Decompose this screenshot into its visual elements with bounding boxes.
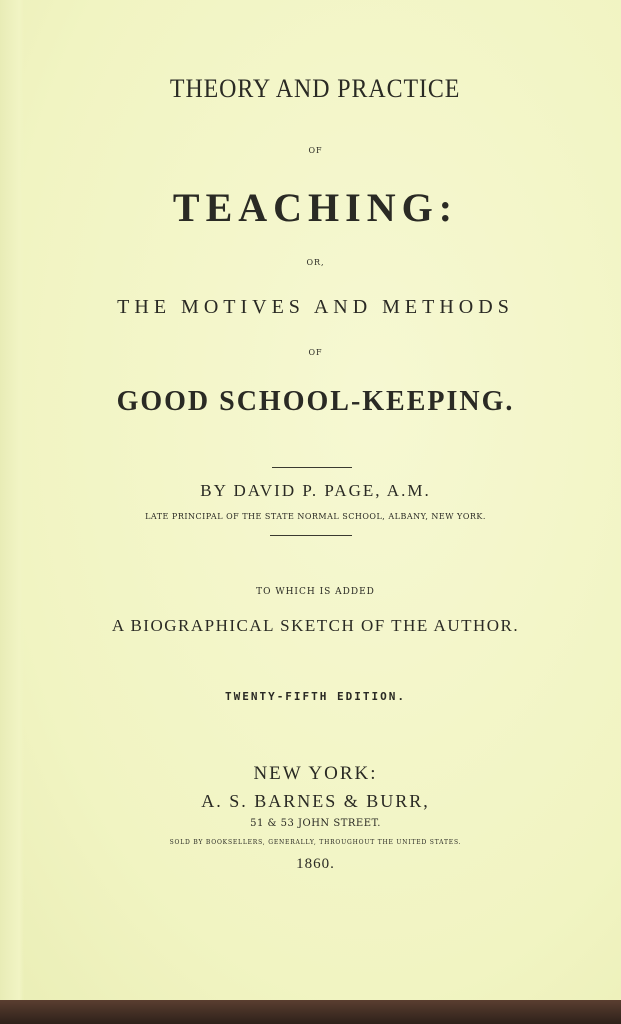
subtitle-line-2: GOOD SCHOOL-KEEPING.: [116, 386, 515, 417]
added-note: TO WHICH IS ADDED: [256, 587, 375, 597]
imprint-publisher: A. S. BARNES & BURR,: [201, 791, 430, 811]
divider-rule-top: [272, 467, 352, 468]
book-cover-edge: [0, 1000, 621, 1024]
imprint-city: NEW YORK:: [253, 763, 378, 784]
title-line-1: THEORY AND PRACTICE: [169, 74, 461, 103]
imprint-address: 51 & 53 JOHN STREET.: [250, 818, 381, 829]
imprint-year: 1860.: [296, 856, 335, 872]
divider-rule-bottom: [270, 535, 352, 536]
edition-line: TWENTY-FIFTH EDITION.: [224, 690, 407, 703]
connector-of-2: OF: [308, 348, 323, 357]
main-title: TEACHING:: [172, 185, 459, 230]
biographical-sketch-line: A BIOGRAPHICAL SKETCH OF THE AUTHOR.: [111, 616, 520, 635]
connector-of-1: OF: [308, 146, 323, 155]
subtitle-line-1: THE MOTIVES AND METHODS: [117, 296, 514, 318]
author-byline: BY DAVID P. PAGE, A.M.: [200, 481, 431, 500]
connector-or: OR,: [306, 258, 325, 267]
imprint-sold-by: SOLD BY BOOKSELLERS, GENERALLY, THROUGHOUT THE UNITED STATES.: [169, 839, 462, 846]
author-role: LATE PRINCIPAL OF THE STATE NORMAL SCHOOL, ALBANY, NEW YORK.: [145, 512, 486, 521]
